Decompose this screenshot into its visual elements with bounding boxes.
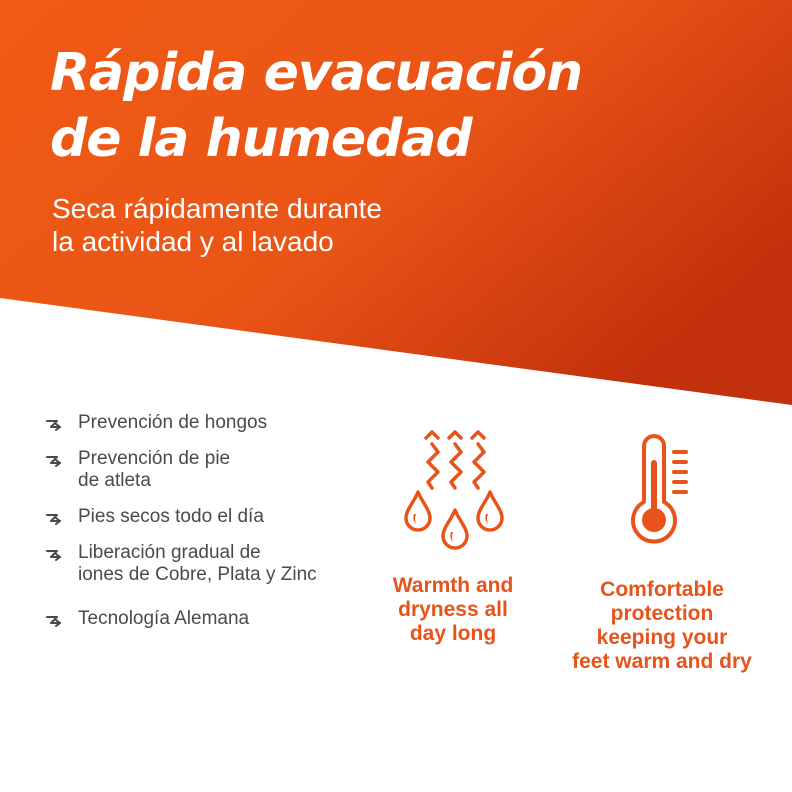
zigzag-arrow-icon [44,612,64,630]
benefit-warmth-dryness: Warmth and dryness all day long [392,574,514,645]
list-item: Prevención de hongos [44,412,374,434]
zigzag-arrow-icon [44,452,64,470]
list-item: Tecnología Alemana [44,608,374,630]
list-item: Pies secos todo el día [44,506,374,528]
page-subtitle: Seca rápidamente durante la actividad y al lavado [52,193,382,257]
zigzag-arrow-icon [44,416,64,434]
thermometer-icon [624,430,694,554]
feature-list [44,412,374,630]
zigzag-arrow-icon [44,546,64,564]
list-item: Prevención de pie de atleta [44,448,374,492]
zigzag-arrow-icon [44,510,64,528]
list-item: Liberación gradual de iones de Cobre, Plata y Zinc [44,542,374,586]
moisture-drops-icon [398,424,518,554]
benefit-comfortable-protection: Comfortable protection keeping your feet warm and dry [572,578,752,673]
page-title: Rápida evacuación de la humedad [50,43,583,169]
